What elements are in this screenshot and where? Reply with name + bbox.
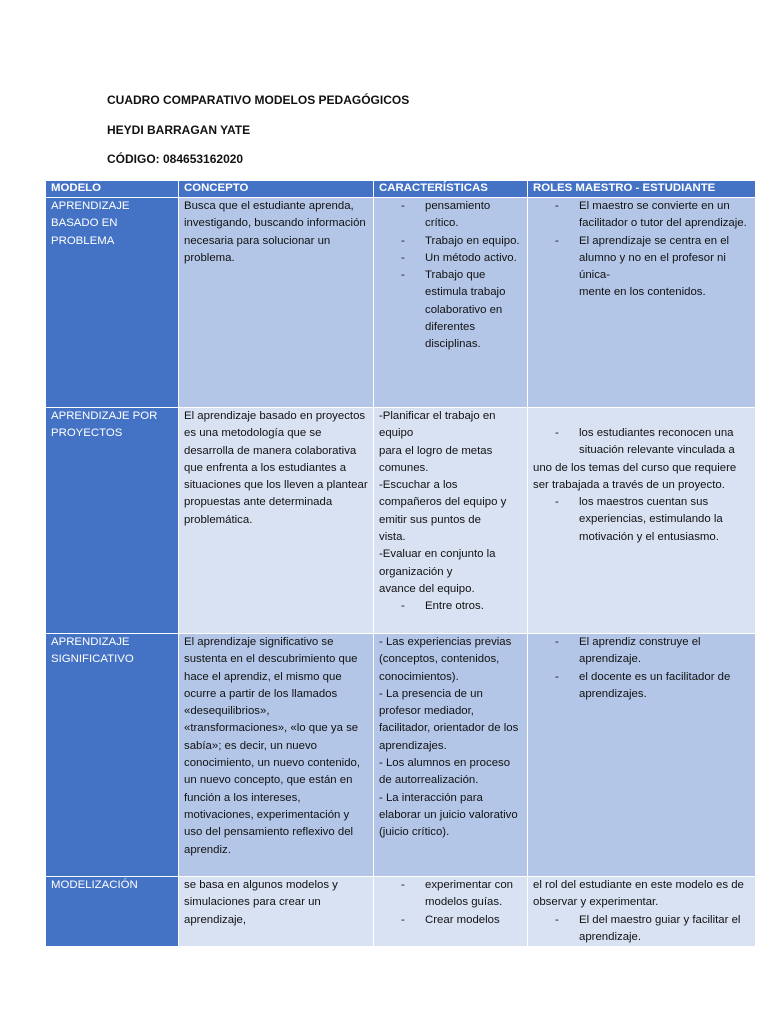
characteristics-line: avance del equipo. — [379, 582, 475, 595]
list-item: - el docente es un facilitador de aprendizajes. — [533, 669, 751, 704]
list-item: - El maestro se convierte en un facilitador o tutor del aprendizaje. — [533, 198, 751, 233]
characteristics-cell — [374, 198, 528, 408]
roles-continuation: mente en los contenidos. — [579, 286, 706, 299]
roles-list — [533, 634, 751, 703]
concept-cell: El aprendizaje basado en proyectos es una metodología que se desarrolla de manera colaborativa que enfrenta a los estudiantes a situaciones que los lleven a plantear propuestas ante determinada problemática. — [179, 408, 374, 634]
characteristics-line: -Evaluar en conjunto la organización y — [379, 548, 496, 578]
characteristics-line: vista. — [379, 531, 406, 544]
list-item: - El aprendiz construye el aprendizaje. — [533, 634, 751, 669]
concept-cell: se basa en algunos modelos y simulaciones para crear un aprendizaje, — [179, 877, 374, 947]
characteristics-line: -Planificar el trabajo en equipo — [379, 410, 496, 440]
list-item: - experimentar con modelos guías. — [379, 877, 523, 912]
characteristics-list — [379, 598, 523, 615]
model-cell: APRENDIZAJE BASADO EN PROBLEMA — [46, 198, 179, 408]
list-item: - los estudiantes reconocen una situación relevante vinculada a — [533, 425, 751, 460]
characteristics-line: - La presencia de un profesor mediador, facilitador, orientador de los aprendizajes. — [379, 687, 519, 752]
model-cell: MODELIZACIÓN — [46, 877, 179, 947]
list-item: - Trabajo en equipo. — [379, 233, 523, 250]
model-cell: APRENDIZAJE SIGNIFICATIVO — [46, 634, 179, 877]
roles-list — [533, 494, 751, 546]
roles-line: uno de los temas del curso que requiere ser trabajada a través de un proyecto. — [533, 461, 737, 491]
roles-list — [533, 198, 751, 284]
characteristics-list — [379, 198, 523, 354]
table-header-row — [46, 181, 756, 198]
column-header-characteristics: CARACTERÍSTICAS — [374, 181, 528, 198]
roles-line: el rol del estudiante en este modelo es de observar y experimentar. — [533, 879, 744, 909]
characteristics-line: para el logro de metas comunes. — [379, 444, 493, 474]
document-title: CUADRO COMPARATIVO MODELOS PEDAGÓGICOS — [107, 93, 410, 107]
roles-list — [533, 425, 751, 460]
column-header-model: MODELO — [46, 181, 179, 198]
characteristics-line: - La interacción para elaborar un juicio valorativo (juicio crítico). — [379, 791, 518, 839]
roles-list — [533, 912, 751, 947]
characteristics-cell — [374, 408, 528, 634]
list-item: - Trabajo que estimula trabajo colaborativo en diferentes disciplinas. — [379, 267, 523, 353]
concept-cell: Busca que el estudiante aprenda, investigando, buscando información necesaria para solucionar un problema. — [179, 198, 374, 408]
author-name: HEYDI BARRAGAN YATE — [107, 123, 251, 137]
list-item: - El aprendizaje se centra en el alumno y no en el profesor ni única- — [533, 233, 751, 285]
list-item: - Crear modelos — [379, 912, 523, 929]
table-row — [46, 877, 756, 947]
characteristics-line: - Las experiencias previas (conceptos, contenidos, conocimientos). — [379, 636, 512, 683]
list-item: - El del maestro guiar y facilitar el aprendizaje. — [533, 912, 751, 947]
table-row — [46, 198, 756, 408]
list-item: - pensamiento crítico. — [379, 198, 523, 233]
column-header-roles: ROLES MAESTRO - ESTUDIANTE — [528, 181, 756, 198]
student-code: CÓDIGO: 084653162020 — [107, 152, 244, 166]
comparison-table — [45, 180, 756, 947]
table-row — [46, 408, 756, 634]
roles-cell — [528, 408, 756, 634]
characteristics-list — [379, 877, 523, 929]
roles-cell — [528, 634, 756, 877]
characteristics-cell — [374, 877, 528, 947]
roles-cell — [528, 198, 756, 408]
concept-cell: El aprendizaje significativo se sustenta en el descubrimiento que hace el aprendiz, el mismo que ocurre a partir de los llamados «desequilibrios», «transformaciones», «lo que ya se sabía»; es decir, un nuevo conocimiento, un nuevo contenido, un nuevo concepto, que están en función a los intereses, motivaciones, experimentación y uso del pensamiento reflexivo del aprendiz. — [179, 634, 374, 877]
model-cell: APRENDIZAJE POR PROYECTOS — [46, 408, 179, 634]
list-item: - Entre otros. — [379, 598, 523, 615]
roles-cell — [528, 877, 756, 947]
list-item: - los maestros cuentan sus experiencias, estimulando la motivación y el entusiasmo. — [533, 494, 751, 546]
characteristics-line: -Escuchar a los compañeros del equipo y emitir sus puntos de — [379, 479, 507, 526]
list-item: - Un método activo. — [379, 250, 523, 267]
characteristics-cell — [374, 634, 528, 877]
table-row — [46, 634, 756, 877]
characteristics-line: - Los alumnos en proceso de autorrealización. — [379, 757, 511, 787]
column-header-concept: CONCEPTO — [179, 181, 374, 198]
